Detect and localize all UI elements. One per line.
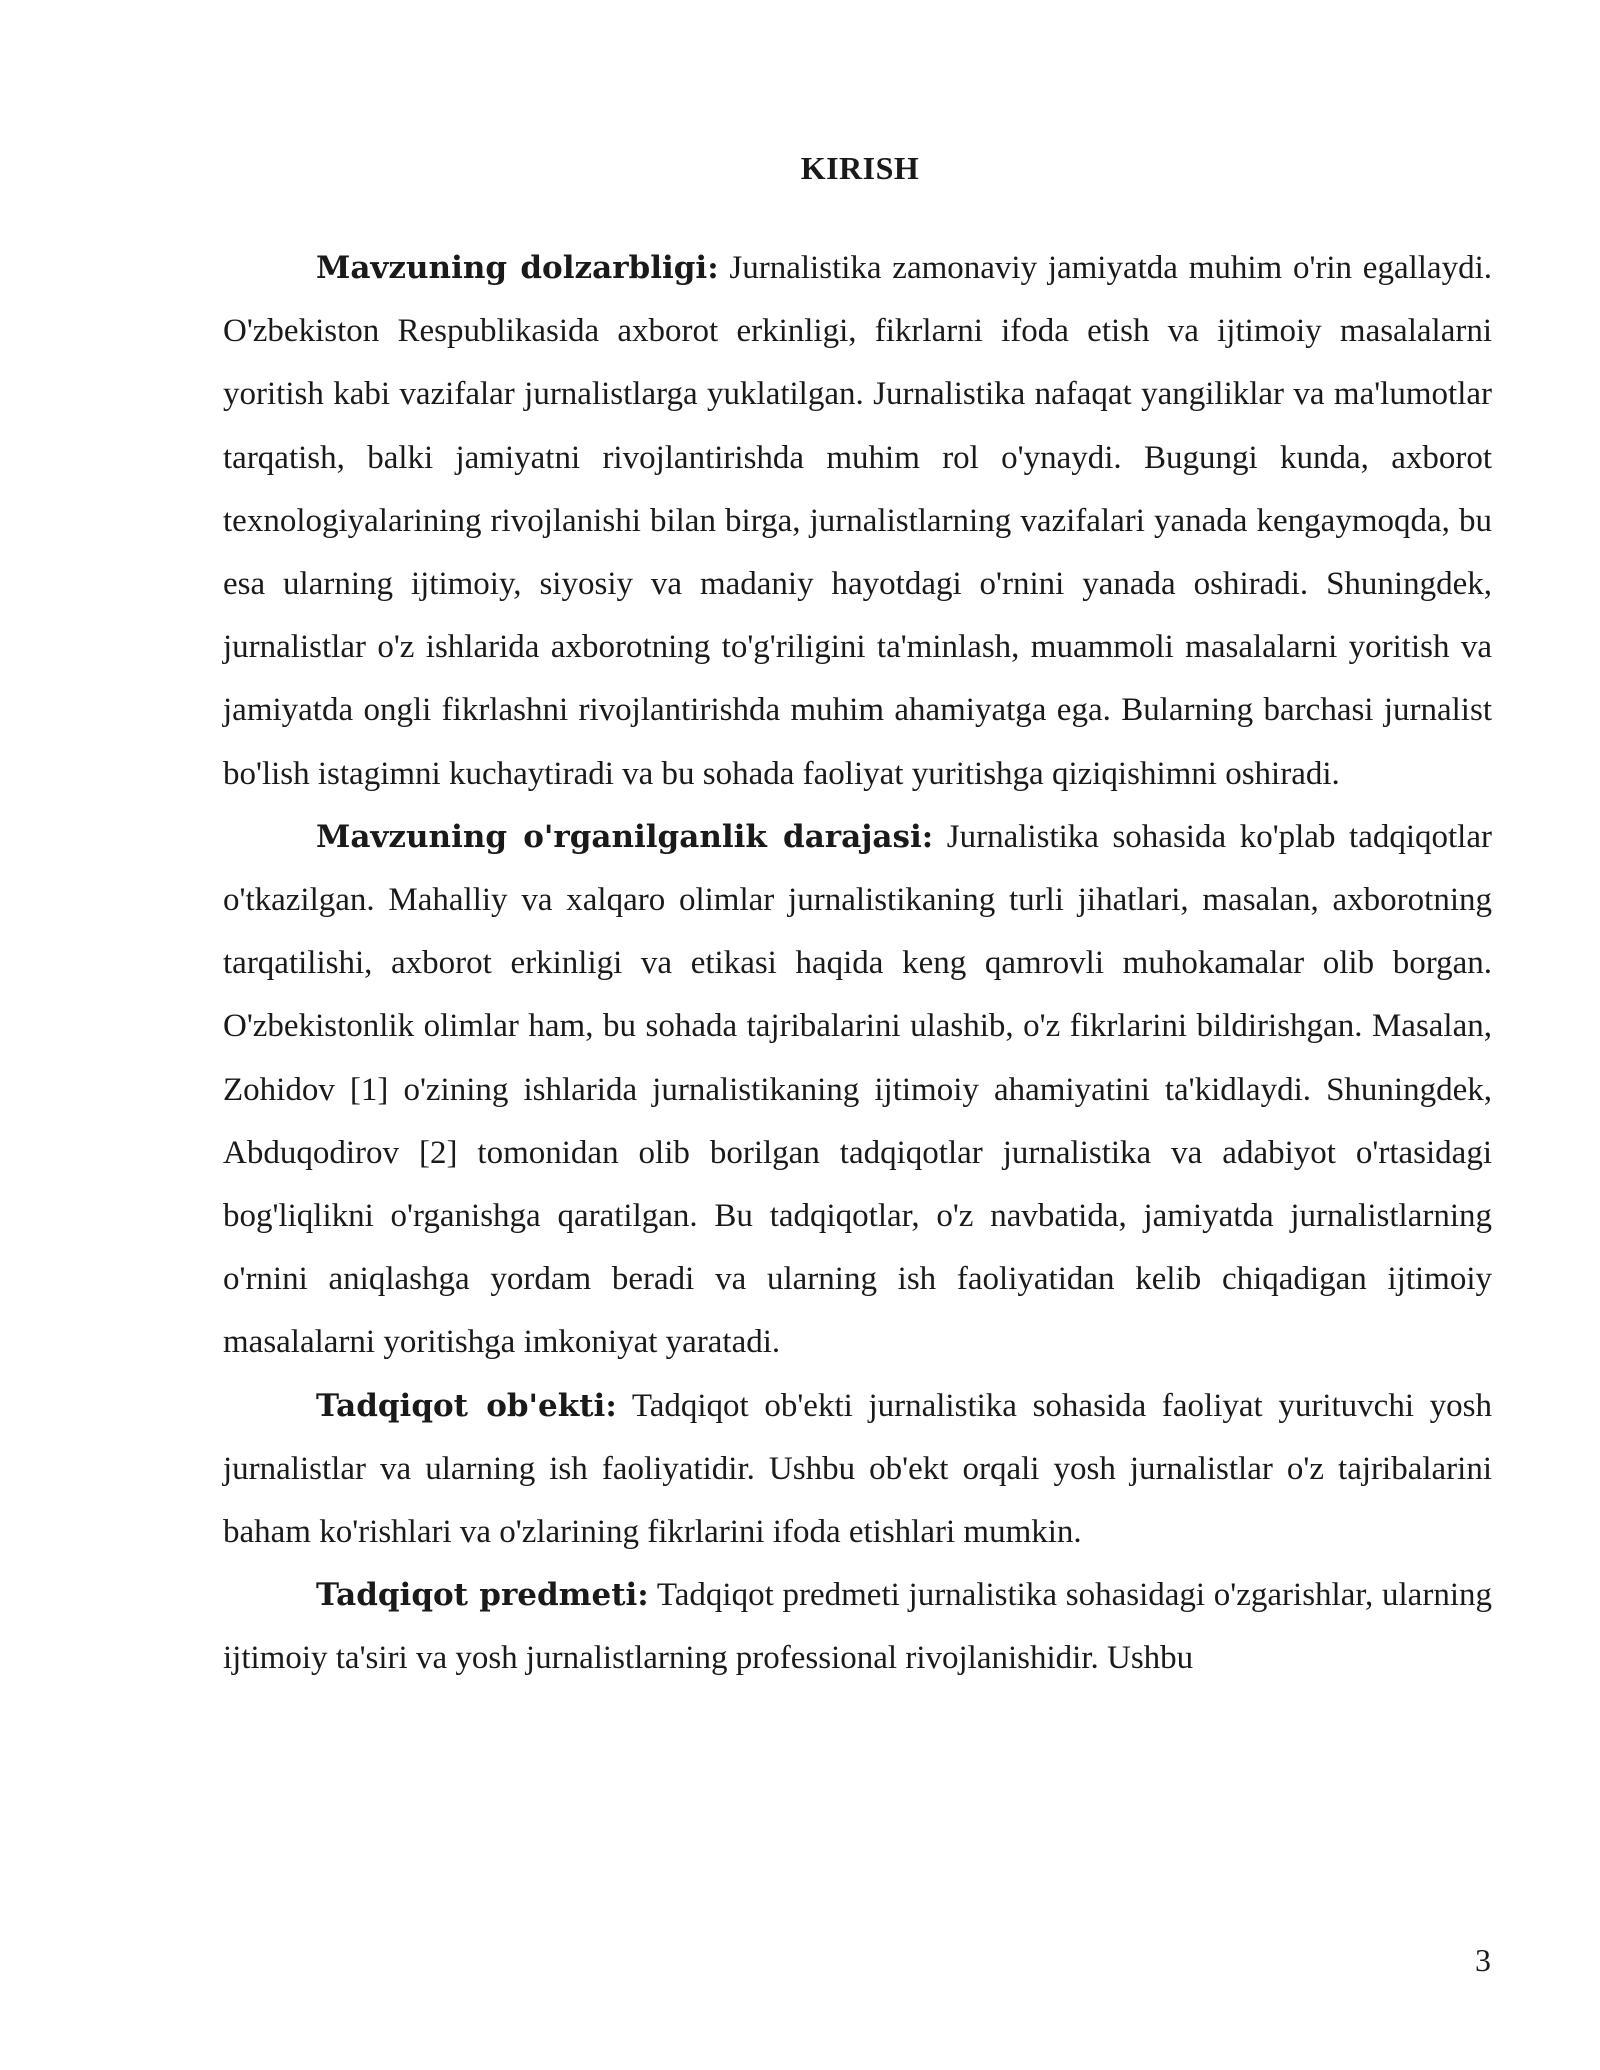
paragraph-research-object <box>223 1375 1492 1565</box>
paragraph-lead: Mavzuning dolzarbligi: <box>316 250 719 286</box>
paragraph-research-subject <box>223 1564 1492 1690</box>
paragraph-text: Jurnalistika sohasida ko'plab tadqiqotlar o'tkazilgan. Mahalliy va xalqaro olimlar jurnalistikaning turli jihatlari, masalan, axborotning tarqatilishi, axborot erkinligi va etikasi haqida keng qamrovli muhokamalar olib borgan. O'zbekistonlik olimlar ham, bu sohada tajribalarini ulashib, o'z fikrlarini bildirishgan. Masalan, Zohidov [1] o'zining ishlarida jurnalistikaning ijtimoiy ahamiyatini ta'kidlaydi. Shuningdek, Abduqodirov [2] tomonidan olib borilgan tadqiqotlar jurnalistika va adabiyot o'rtasidagi bog'liqlikni o'rganishga qaratilgan. Bu tadqiqotlar, o'z navbatida, jamiyatda jurnalistlarning o'rnini aniqlashga yordam beradi va ularning ish faoliyatidan kelib chiqadigan ijtimoiy masalalarni yoritishga imkoniyat yaratadi. <box>223 818 1492 1361</box>
paragraph-text: Tadqiqot ob'ekti jurnalistika sohasida faoliyat yurituvchi yosh jurnalistlar va ularning ish faoliyatidir. Ushbu ob'ekt orqali yosh jurnalistlar o'z tajribalarini baham ko'rishlari va o'zlarining fikrlarini ifoda etishlari mumkin. <box>223 1387 1492 1551</box>
paragraph-lead: Mavzuning o'rganilganlik darajasi: <box>316 818 934 855</box>
paragraph-study-level <box>223 806 1492 1375</box>
body-text <box>223 237 1492 1691</box>
section-heading: KIRISH <box>800 150 920 186</box>
paragraph-text: Tadqiqot predmeti jurnalistika sohasidagi o'zgarishlar, ularning ijtimoiy ta'siri va yosh jurnalistlarning professional rivojlanishidir. Ushbu <box>223 1577 1492 1677</box>
paragraph-relevance <box>223 237 1492 806</box>
paragraph-lead: Tadqiqot ob'ekti: <box>316 1387 617 1424</box>
paragraph-lead: Tadqiqot predmeti: <box>316 1577 649 1614</box>
page-number: 3 <box>1475 1942 1491 1978</box>
paragraph-text: Jurnalistika zamonaviy jamiyatda muhim o'rin egallaydi. O'zbekiston Respublikasida axborot erkinligi, fikrlarni ifoda etish va ijtimoiy masalalarni yoritish kabi vazifalar jurnalistlarga yuklatilgan. Jurnalistika nafaqat yangiliklar va ma'lumotlar tarqatish, balki jamiyatni rivojlantirishda muhim rol o'ynaydi. Bugungi kunda, axborot texnologiyalarining rivojlanishi bilan birga, jurnalistlarning vazifalari yanada kengaymoqda, bu esa ularning ijtimoiy, siyosiy va madaniy hayotdagi o'rnini yanada oshiradi. Shuningdek, jurnalistlar o'z ishlarida axborotning to'g'riligini ta'minlash, muammoli masalalarni yoritish va jamiyatda ongli fikrlashni rivojlantirishda muhim ahamiyatga ega. Bularning barchasi jurnalist bo'lish istagimni kuchaytiradi va bu sohada faoliyat yuritishga qiziqishimni oshiradi. <box>223 250 1492 792</box>
